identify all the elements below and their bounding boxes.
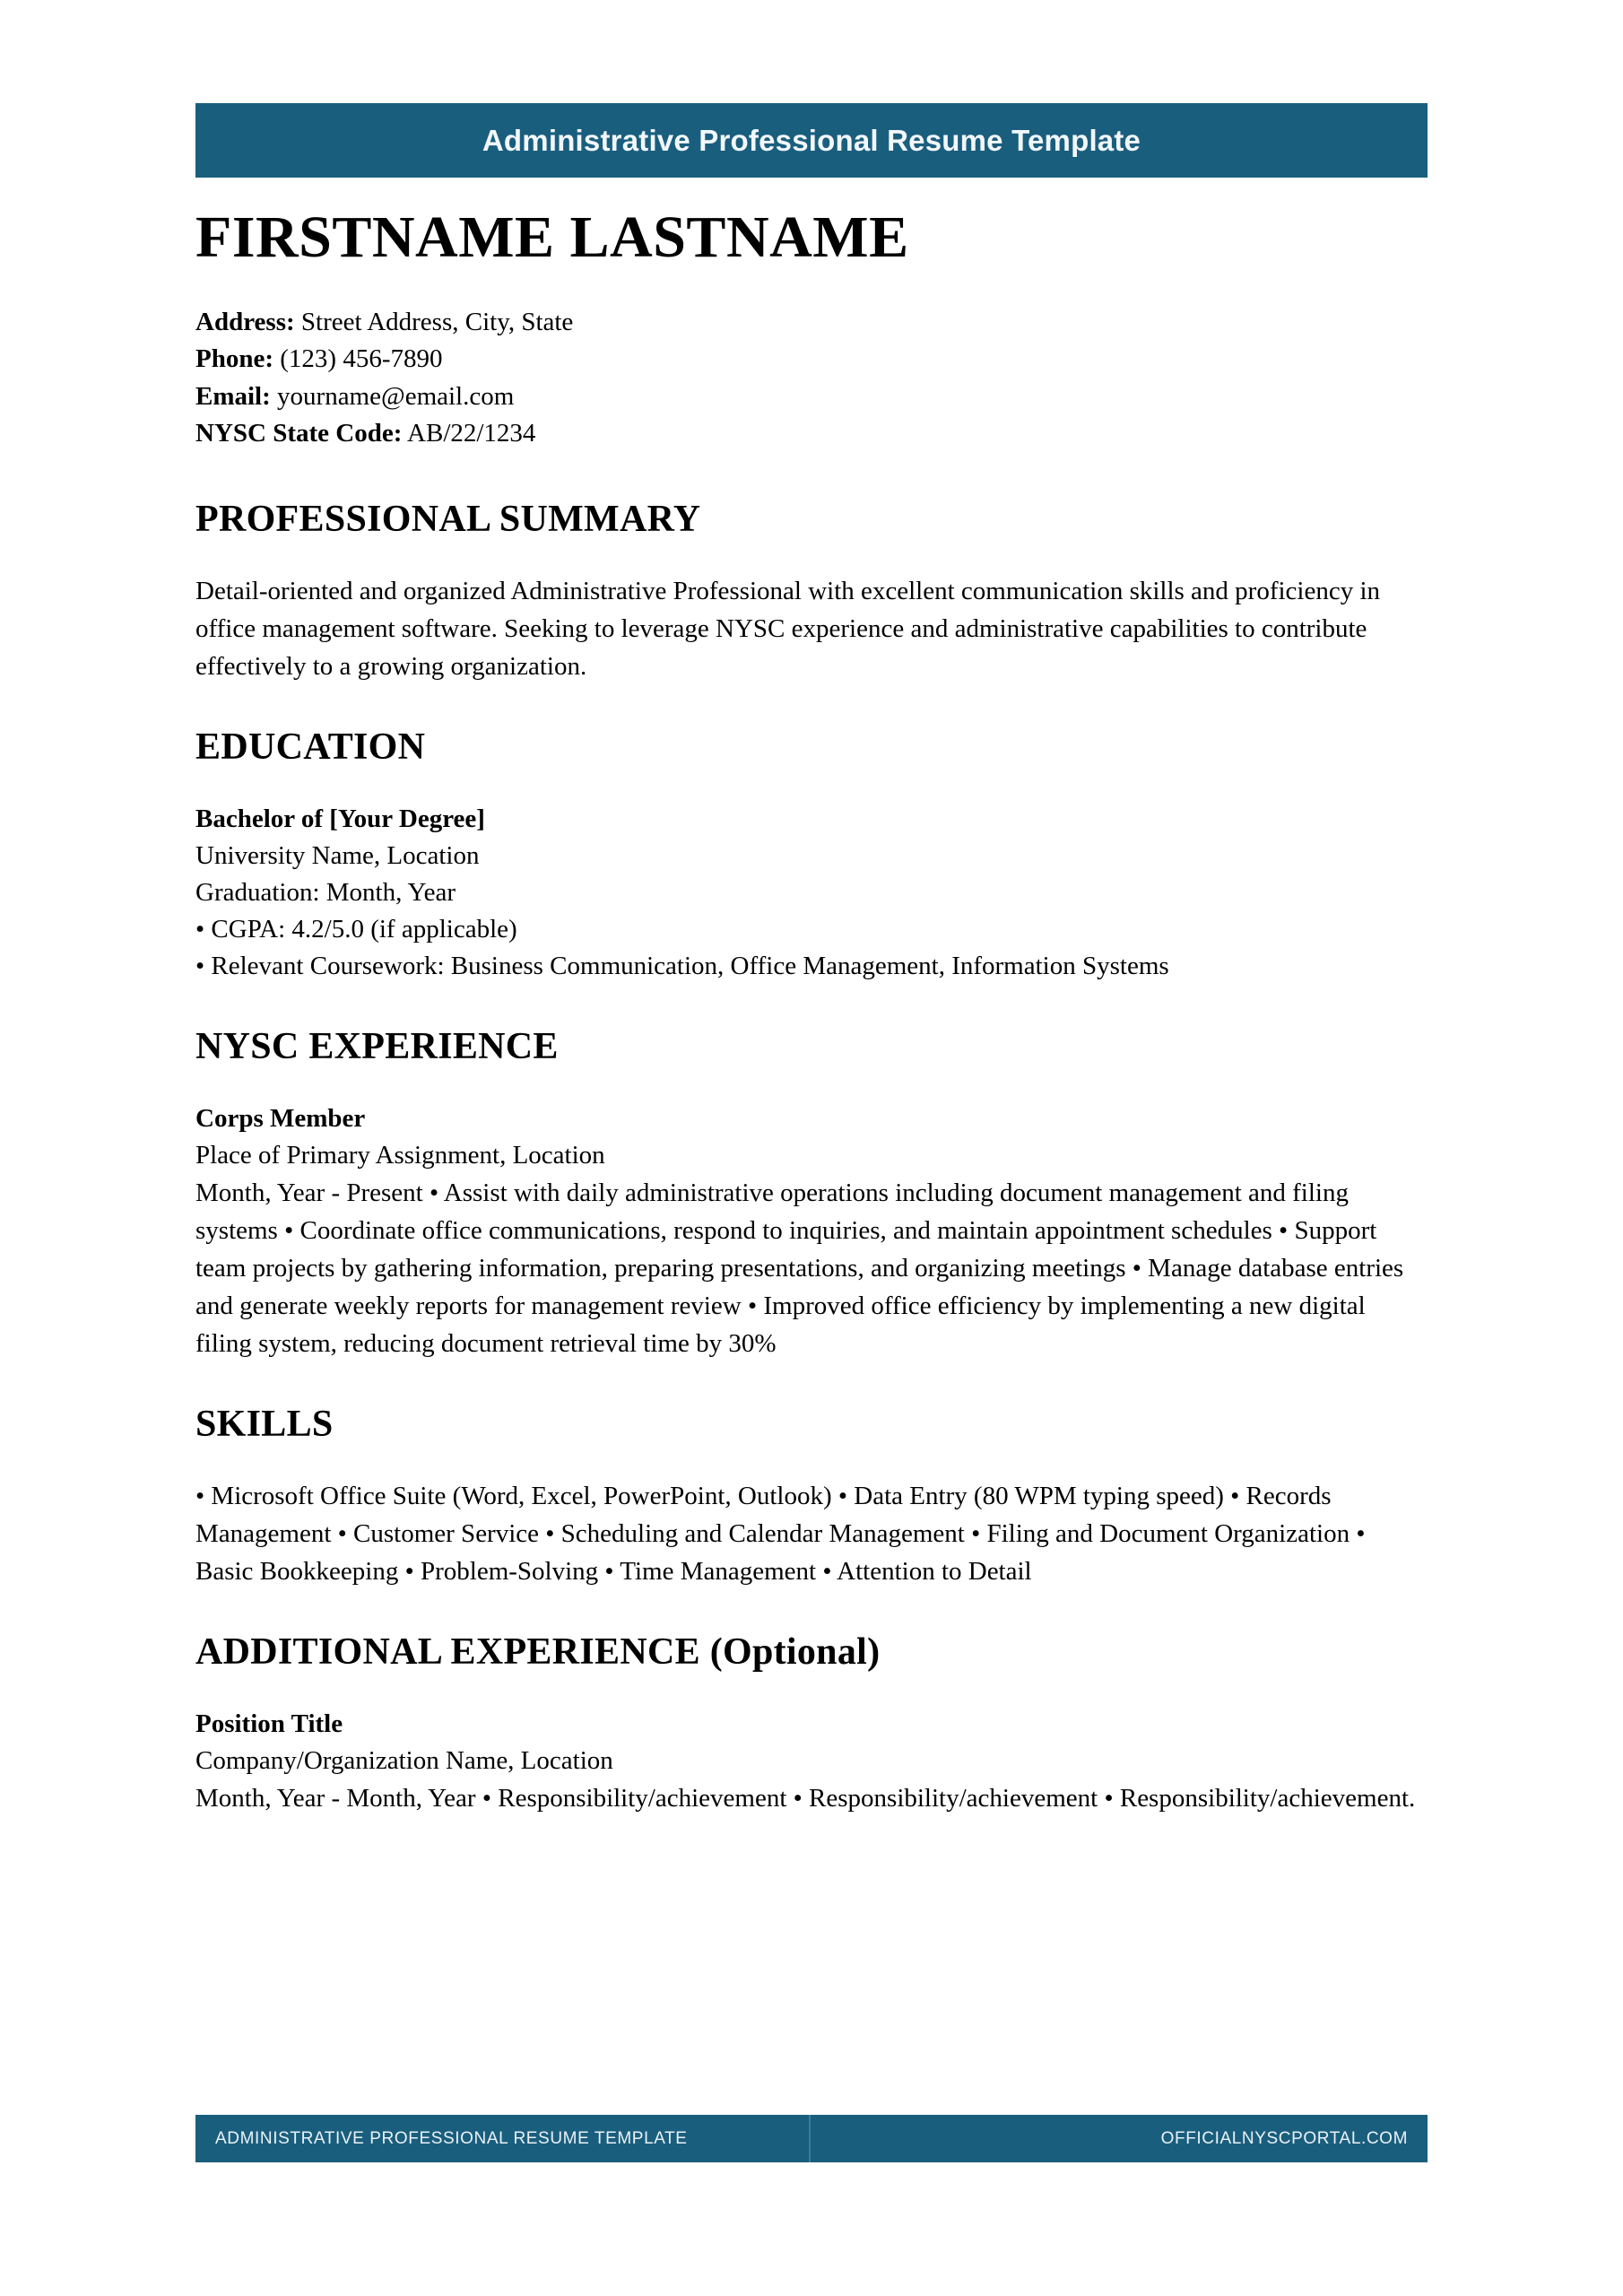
section-education xyxy=(195,726,1428,985)
section-heading-education: EDUCATION xyxy=(195,726,426,769)
footer-right-cell xyxy=(811,2115,1428,2162)
nysc-details: Month, Year - Present • Assist with daily administrative operations including document management and filing systems • Coordinate office communications, respond to inquiries, and maintain appointment schedules • Support team projects by gathering information, preparing presentations, and organizing meetings • Manage database entries and generate weekly reports for management review • Improved office efficiency by implementing a new digital filing system, reducing document retrieval time by 30% xyxy=(195,1178,1404,1359)
contact-email-line xyxy=(195,378,1428,415)
resume-content xyxy=(195,206,1428,1857)
education-bullet-cgpa: • CGPA: 4.2/5.0 (if applicable) xyxy=(195,915,517,944)
additional-position-title: Position Title xyxy=(195,1709,343,1738)
section-additional-experience xyxy=(195,1631,1428,1817)
education-institution: University Name, Location xyxy=(195,840,480,870)
additional-company: Company/Organization Name, Location xyxy=(195,1745,613,1775)
section-nysc-experience xyxy=(195,1026,1428,1362)
header-banner-title: Administrative Professional Resume Template xyxy=(482,123,1141,157)
contact-email-value: yourname@email.com xyxy=(277,381,515,411)
header-banner xyxy=(195,103,1428,178)
professional-summary-text: Detail-oriented and organized Administrative Professional with excellent communication skills and proficiency in office management software. Seeking to leverage NYSC experience and administrative capabilities to contribute effectively to a growing organization. xyxy=(195,577,1381,682)
contact-phone-value: (123) 456-7890 xyxy=(280,344,443,374)
contact-nysc-code-value: AB/22/1234 xyxy=(407,418,536,448)
section-heading-nysc-experience: NYSC EXPERIENCE xyxy=(195,1026,559,1068)
footer-website: OFFICIALNYSCPORTAL.COM xyxy=(1160,2128,1408,2148)
contact-address-line xyxy=(195,304,1428,341)
contact-nysc-code-label: NYSC State Code: xyxy=(195,418,403,448)
contact-phone-label: Phone: xyxy=(195,344,273,374)
skills-text: • Microsoft Office Suite (Word, Excel, PowerPoint, Outlook) • Data Entry (80 WPM typing speed) • Records Management • Customer Service • Scheduling and Calendar Management • Filing and Document Organization • Basic Bookkeeping • Problem-Solving • Time Management • Attention to Detail xyxy=(195,1482,1366,1587)
section-heading-professional-summary: PROFESSIONAL SUMMARY xyxy=(195,498,701,540)
footer-left-cell xyxy=(195,2115,811,2162)
section-heading-additional-experience: ADDITIONAL EXPERIENCE (Optional) xyxy=(195,1631,881,1674)
contact-address-value: Street Address, City, State xyxy=(300,308,574,337)
section-professional-summary xyxy=(195,499,1428,685)
education-bullet-coursework: • Relevant Coursework: Business Communication, Office Management, Information Systems xyxy=(195,952,1169,981)
contact-phone-line xyxy=(195,341,1428,378)
footer-template-name: ADMINISTRATIVE PROFESSIONAL RESUME TEMPLATE xyxy=(215,2128,688,2148)
candidate-name: FIRSTNAME LASTNAME xyxy=(195,204,909,270)
nysc-role: Corps Member xyxy=(195,1103,366,1133)
contact-address-label: Address: xyxy=(195,308,295,337)
education-degree: Bachelor of [Your Degree] xyxy=(195,804,485,833)
footer-bar xyxy=(195,2115,1428,2162)
additional-details: Month, Year - Month, Year • Responsibility/achievement • Responsibility/achievement • Responsibility/achievement. xyxy=(195,1783,1416,1813)
section-skills xyxy=(195,1404,1428,1590)
section-heading-skills: SKILLS xyxy=(195,1404,334,1446)
nysc-place-of-assignment: Place of Primary Assignment, Location xyxy=(195,1140,605,1170)
education-graduation: Graduation: Month, Year xyxy=(195,877,456,907)
contact-nysc-code-line xyxy=(195,415,1428,452)
contact-block xyxy=(195,304,1428,452)
contact-email-label: Email: xyxy=(195,381,271,411)
